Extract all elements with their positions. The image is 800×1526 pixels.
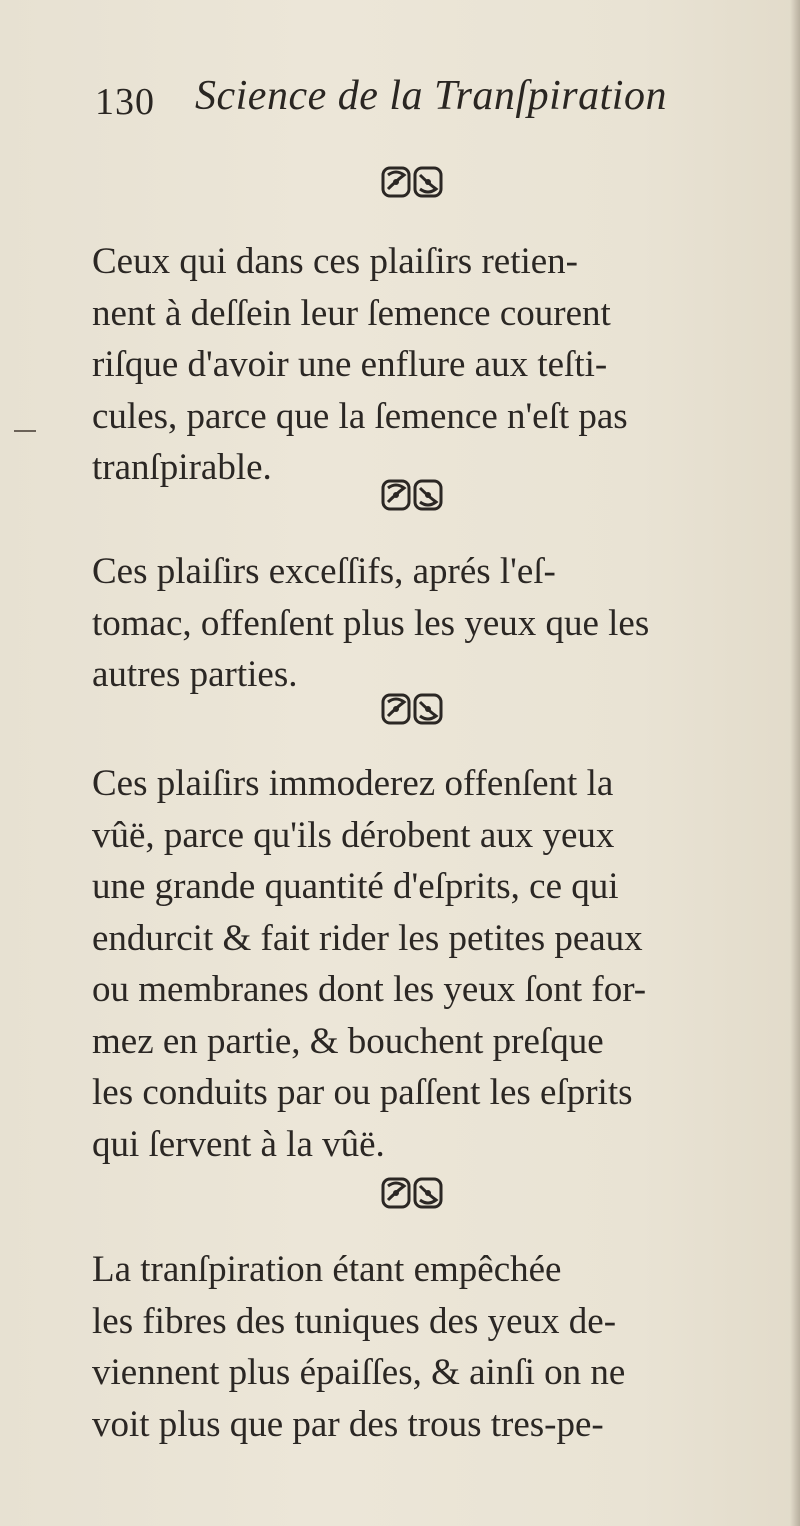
text-line: les fibres des tuniques des yeux de- bbox=[92, 1300, 617, 1342]
text-line: une grande quantité d'eſprits, ce qui bbox=[92, 866, 619, 907]
margin-mark bbox=[14, 430, 36, 432]
fleuron-ornament-icon bbox=[380, 692, 444, 726]
page-header bbox=[95, 72, 740, 132]
paragraph-4 bbox=[92, 1244, 764, 1450]
text-line: vûë, parce qu'ils dérobent aux yeux bbox=[92, 814, 615, 856]
paragraph-2 bbox=[92, 546, 764, 701]
text-line: viennent plus épaiſſes, & ainſi on ne bbox=[92, 1352, 626, 1393]
text-line: les conduits par ou paſſent les eſprits bbox=[92, 1072, 633, 1113]
fleuron-ornament-icon bbox=[380, 478, 444, 512]
fleuron-ornament-icon bbox=[380, 1176, 444, 1210]
text-line: Ces plaiſirs immoderez offenſent la bbox=[92, 763, 614, 804]
text-line: voit plus que par des trous tres-pe- bbox=[92, 1403, 604, 1445]
paragraph-3 bbox=[92, 758, 764, 1170]
text-line: cules, parce que la ſemence n'eſt pas bbox=[92, 395, 628, 437]
page-number: 130 bbox=[95, 81, 155, 123]
page-edge-shadow bbox=[790, 0, 800, 1526]
text-line: nent à deſſein leur ſemence courent bbox=[92, 292, 611, 334]
text-line: La tranſpiration étant empêchée bbox=[92, 1249, 562, 1290]
text-line: qui ſervent à la vûë. bbox=[92, 1123, 385, 1165]
text-line: endurcit & fait rider les petites peaux bbox=[92, 917, 643, 959]
text-line: tranſpirable. bbox=[92, 447, 272, 488]
paragraph-1 bbox=[92, 236, 764, 494]
text-line: Ces plaiſirs exceſſifs, aprés l'eſ- bbox=[92, 551, 556, 592]
running-title: Science de la Tranſpiration bbox=[195, 73, 667, 119]
text-line: tomac, offenſent plus les yeux que les bbox=[92, 602, 650, 644]
text-line: riſque d'avoir une enflure aux teſti- bbox=[92, 344, 608, 385]
text-line: autres parties. bbox=[92, 654, 298, 695]
fleuron-ornament-icon bbox=[380, 165, 444, 199]
text-line: mez en partie, & bouchent preſque bbox=[92, 1020, 604, 1062]
text-line: ou membranes dont les yeux ſont for- bbox=[92, 969, 647, 1010]
text-line: Ceux qui dans ces plaiſirs retien- bbox=[92, 241, 579, 282]
